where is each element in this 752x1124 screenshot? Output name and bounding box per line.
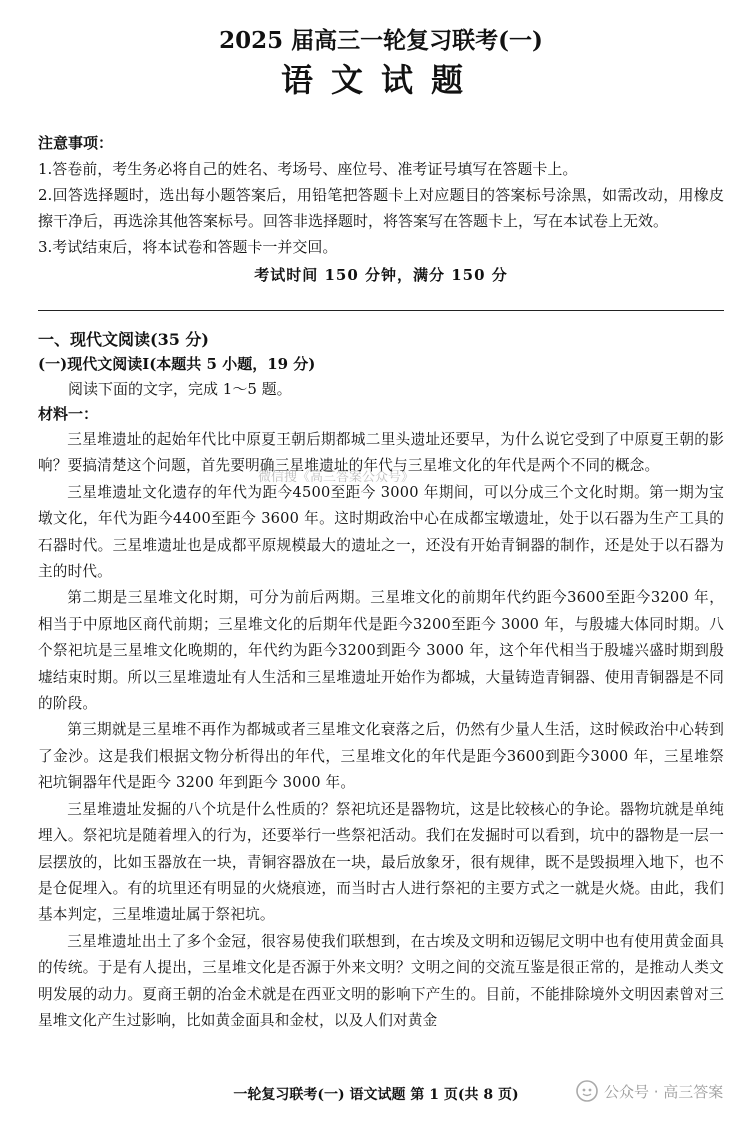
wechat-watermark	[576, 1080, 723, 1102]
subject-title: 语文试题	[280, 61, 481, 99]
wechat-icon	[576, 1080, 598, 1102]
divider	[38, 310, 724, 311]
note-item: 1.答卷前，考生务必将自己的姓名、考场号、座位号、准考证号填写在答题卡上。	[38, 160, 578, 178]
note-item: 3.考试结束后，将本试卷和答题卡一并交回。	[38, 238, 338, 256]
note-item: 2.回答选择题时，选出每小题答案后，用铅笔把答题卡上对应题目的答案标号涂黑，如需改动，用橡皮擦干净后，再选涂其他答案标号。回答非选择题时，将答案写在答题卡上，写在本试卷上无效。	[38, 186, 724, 230]
notes-heading: 注意事项：	[38, 134, 114, 152]
exam-time-line: 考试时间 150 分钟，满分 150 分	[254, 266, 508, 284]
watermark-label: 公众号 · 高三答案	[604, 1082, 724, 1101]
sub-section-heading: (一)现代文阅读Ⅰ(本题共 5 小题，19 分)	[38, 355, 316, 373]
paragraph: 第二期是三星堆文化时期，可分为前后两期。三星堆文化的前期年代约距今3600至距今3200 年，相当于中原地区商代前期；三星堆文化的后期年代是距今3200至距今 3000 年，与殷墟大体同时期。八个祭祀坑是三星堆文化晚期的，年代约为距今3200到距今 3000 年，这个年代相当于殷墟兴盛时期到殷墟结束时期。所以三星堆遗址有人生活和三星堆遗址开始作为都城，大量铸造青铜器、使用青铜器是不同的阶段。	[38, 589, 724, 713]
section-heading: 一、现代文阅读(35 分)	[38, 330, 209, 349]
reading-section	[38, 327, 724, 1034]
instruction: 阅读下面的文字，完成 1～5 题。	[68, 380, 292, 398]
page-footer: 一轮复习联考(一) 语文试题 第 1 页(共 8 页)	[233, 1087, 519, 1103]
watermark-text: 微信搜《高三答案公众号》	[258, 470, 415, 485]
exam-title: 2025 届高三一轮复习联考(一)	[219, 27, 543, 54]
paragraph: 三星堆遗址文化遗存的年代为距今4500至距今 3000 年期间，可以分成三个文化时期。第一期为宝墩文化，年代为距今4400至距今 3600 年。这时期政治中心在成都宝墩遗址，处于以石器为生产工具的石器时代。三星堆遗址也是成都平原规模最大的遗址之一，还没有开始青铜器的制作，还是处于以石器为主的时代。	[38, 483, 724, 581]
material-label: 材料一：	[38, 405, 99, 423]
paragraph: 三星堆遗址出土了多个金冠，很容易使我们联想到，在古埃及文明和迈锡尼文明中也有使用黄金面具的传统。于是有人提出，三星堆文化是否源于外来文明？文明之间的交流互鉴是很正常的，是推动人类文明发展的动力。夏商王朝的冶金术就是在西亚文明的影响下产生的。目前，不能排除境外文明因素曾对三星堆文化产生过影响，比如黄金面具和金杖，以及人们对黄金	[38, 932, 724, 1029]
paragraph: 三星堆遗址的起始年代比中原夏王朝后期都城二里头遗址还要早，为什么说它受到了中原夏王朝的影响？要搞清楚这个问题，首先要明确三星堆遗址的年代与三星堆文化的年代是两个不同的概念。	[38, 431, 724, 475]
notes-block	[38, 130, 724, 288]
paragraph: 三星堆遗址发掘的八个坑是什么性质的？祭祀坑还是器物坑，这是比较核心的争论。器物坑就是单纯埋入。祭祀坑是随着埋入的行为，还要举行一些祭祀活动。我们在发掘时可以看到，坑中的器物是一层一层摆放的，比如玉器放在一块，青铜容器放在一块，最后放象牙，很有规律，既不是毁损埋入地下，也不是仓促埋入。有的坑里还有明显的火烧痕迹，而当时古人进行祭祀的主要方式之一就是火烧。由此，我们基本判定，三星堆遗址属于祭祀坑。	[38, 800, 724, 924]
paragraph: 第三期就是三星堆不再作为都城或者三星堆文化衰落之后，仍然有少量人生活，这时候政治中心转到了金沙。这是我们根据文物分析得出的年代，三星堆文化的年代是距今3600到距今3000 年，三星堆祭祀坑铜器年代是距今 3200 年到距今 3000 年。	[38, 721, 724, 792]
